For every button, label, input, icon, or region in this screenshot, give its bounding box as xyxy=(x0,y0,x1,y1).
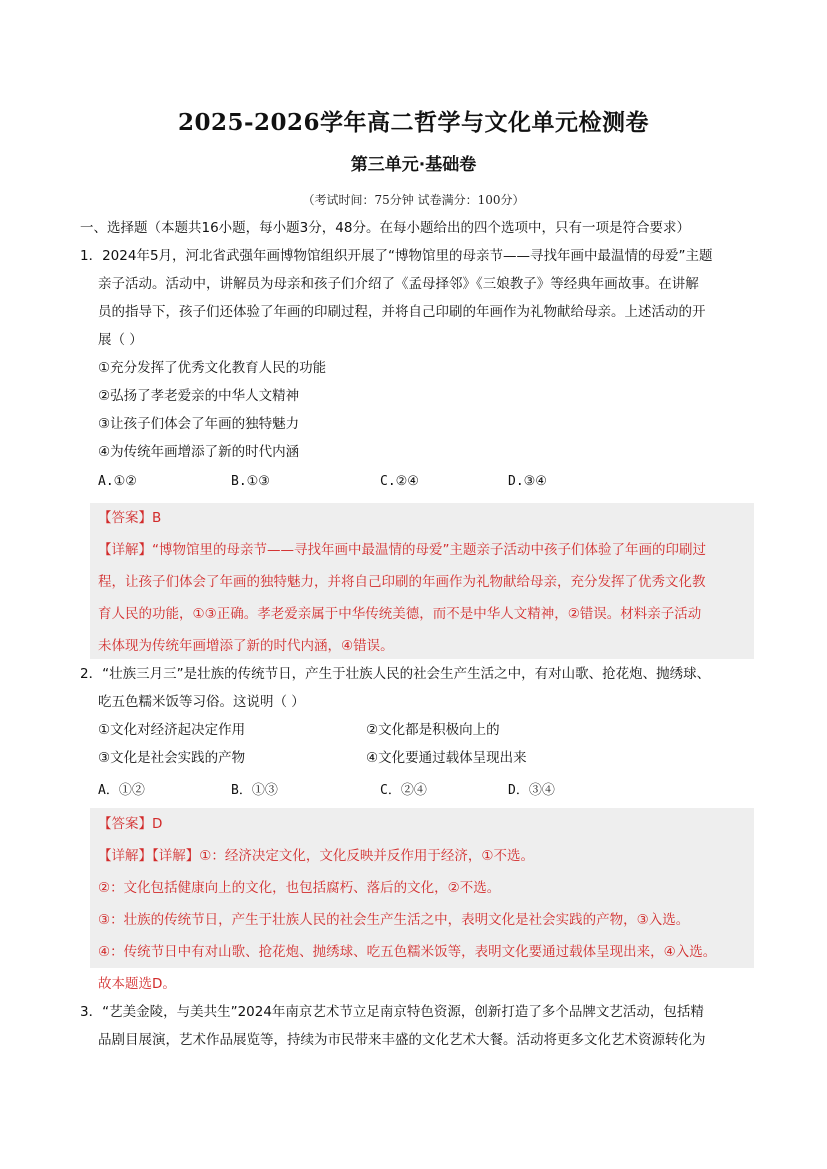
question-2-line: 吃五色糯米饭等习俗。这说明（ ） xyxy=(98,694,305,710)
exam-info: （考试时间：75分钟 试卷满分：100分） xyxy=(302,193,525,207)
question-1-option-a: A.①② xyxy=(98,474,137,489)
question-1-answer: 【答案】B xyxy=(98,510,162,526)
question-1-statement: ④为传统年画增添了新的时代内涵 xyxy=(98,444,300,460)
question-1-line: 员的指导下，孩子们还体验了年画的印刷过程，并将自己印刷的年画作为礼物献给母亲。上述活动的开 xyxy=(98,304,706,320)
question-2-statement: ②文化都是积极向上的 xyxy=(366,722,500,738)
question-1-explanation-line: 【详解】“博物馆里的母亲节——寻找年画中最温情的母爱”主题亲子活动中孩子们体验了年画的印刷过 xyxy=(98,542,706,558)
question-2-answer-box xyxy=(90,808,754,968)
question-2-statement: ④文化要通过载体呈现出来 xyxy=(366,750,527,766)
question-1-line: 1．2024年5月，河北省武强年画博物馆组织开展了“博物馆里的母亲节——寻找年画中最温情的母爱”主题 xyxy=(80,248,713,264)
question-1-option-d: D.③④ xyxy=(508,474,547,489)
question-1-answer-box xyxy=(90,503,754,659)
question-2-option-c: C．②④ xyxy=(380,783,427,798)
question-1-statement: ①充分发挥了优秀文化教育人民的功能 xyxy=(98,360,327,376)
question-2-explanation-line: ②：文化包括健康向上的文化，也包括腐朽、落后的文化，②不选。 xyxy=(98,880,501,896)
question-1-option-b: B.①③ xyxy=(231,474,270,489)
question-1-explanation-line: 未体现为传统年画增添了新的时代内涵，④错误。 xyxy=(98,638,394,654)
question-1-line: 亲子活动。活动中，讲解员为母亲和孩子们介绍了《孟母择邻》《三娘教子》等经典年画故事。在讲解 xyxy=(98,276,699,292)
question-2-answer: 【答案】D xyxy=(98,816,163,832)
question-1-explanation-line: 育人民的功能，①③正确。孝老爱亲属于中华传统美德，而不是中华人文精神，②错误。材料亲子活动 xyxy=(98,606,702,622)
question-2-conclusion: 故本题选D。 xyxy=(98,976,176,992)
question-2-explanation-line: 【详解】【详解】①：经济决定文化，文化反映并反作用于经济，①不选。 xyxy=(98,848,534,864)
question-2-statement: ③文化是社会实践的产物 xyxy=(98,750,246,766)
question-2-line: 2．“壮族三月三”是壮族的传统节日，产生于壮族人民的社会生产生活之中，有对山歌、抢花炮、抛绣球、 xyxy=(80,666,711,682)
section-heading: 一、选择题（本题共16小题，每小题3分，48分。在每小题给出的四个选项中，只有一项是符合要求） xyxy=(80,220,690,236)
question-1-option-c: C.②④ xyxy=(380,474,419,489)
question-1-statement: ②弘扬了孝老爱亲的中华人文精神 xyxy=(98,388,300,404)
question-3-line: 3．“艺美金陵，与美共生”2024年南京艺术节立足南京特色资源，创新打造了多个品牌文艺活动，包括精 xyxy=(80,1004,704,1020)
question-2-explanation-line: ③：壮族的传统节日，产生于壮族人民的社会生产生活之中，表明文化是社会实践的产物，③入选。 xyxy=(98,912,690,928)
page-subtitle: 第三单元·基础卷 xyxy=(350,155,477,175)
question-1-line: 展（ ） xyxy=(98,332,143,348)
question-1-statement: ③让孩子们体会了年画的独特魅力 xyxy=(98,416,300,432)
question-2-explanation-line: ④：传统节日中有对山歌、抢花炮、抛绣球、吃五色糯米饭等，表明文化要通过载体呈现出来，④入选。 xyxy=(98,944,717,960)
question-2-statement: ①文化对经济起决定作用 xyxy=(98,722,246,738)
question-3-line: 品剧目展演，艺术作品展览等，持续为市民带来丰盛的文化艺术大餐。活动将更多文化艺术资源转化为 xyxy=(98,1032,706,1048)
page-title: 2025-2026学年高二哲学与文化单元检测卷 xyxy=(177,109,650,136)
question-2-option-b: B．①③ xyxy=(231,783,278,798)
question-2-option-a: A．①② xyxy=(98,783,145,798)
question-1-explanation-line: 程，让孩子们体会了年画的独特魅力，并将自己印刷的年画作为礼物献给母亲，充分发挥了优秀文化教 xyxy=(98,574,706,590)
question-2-option-d: D．③④ xyxy=(508,783,555,798)
